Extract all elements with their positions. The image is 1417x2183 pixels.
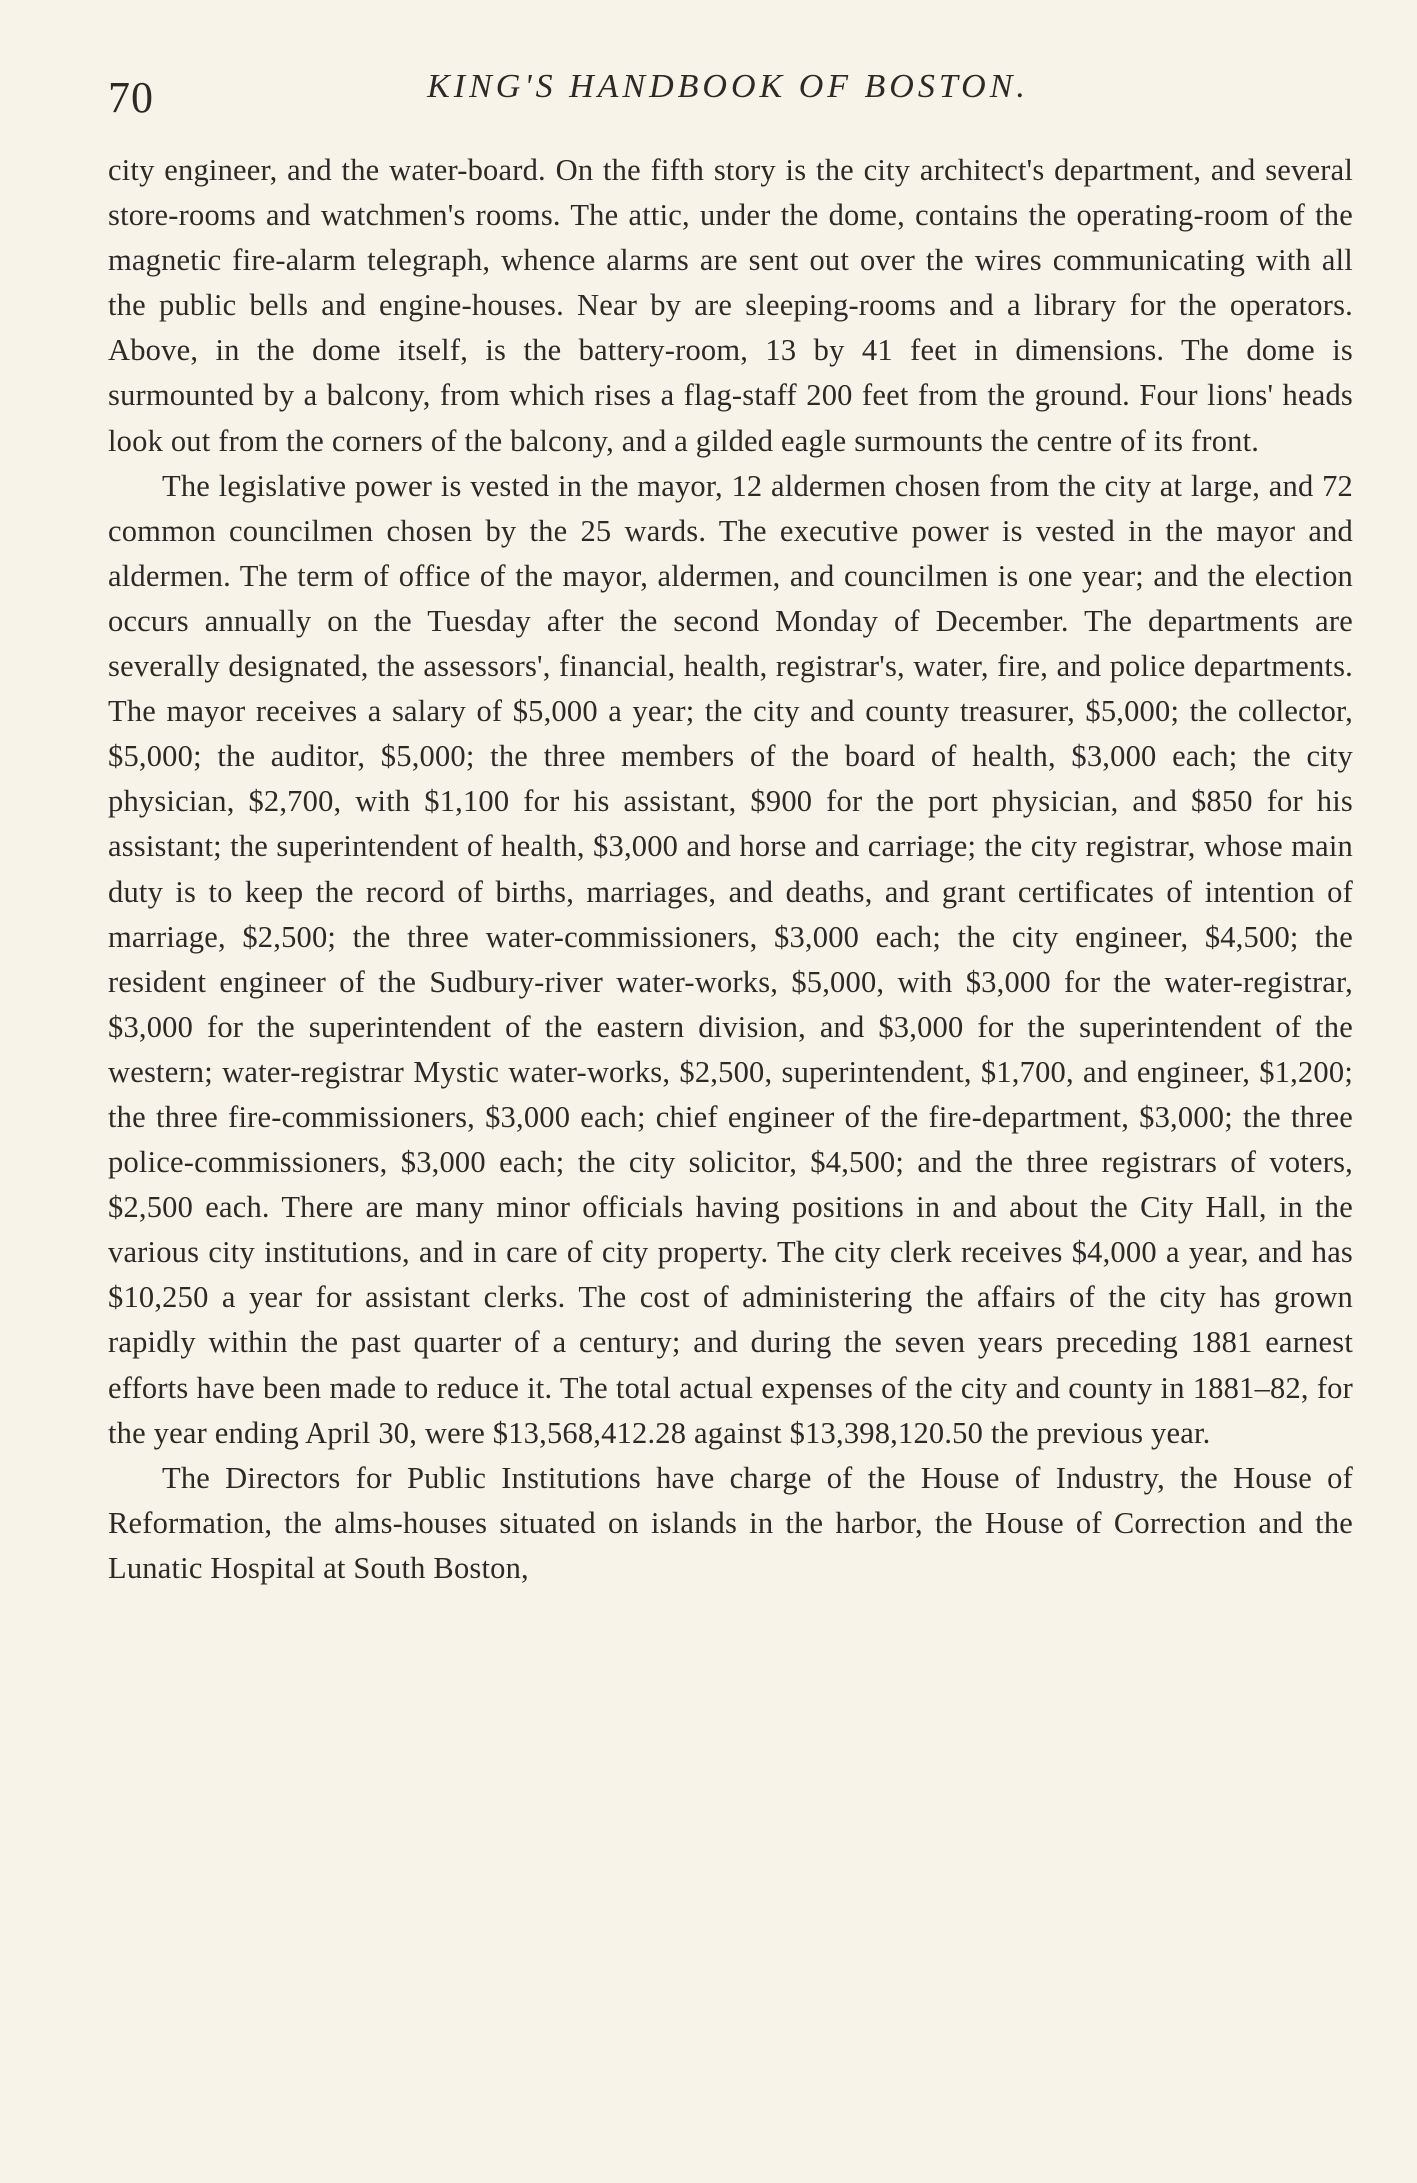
- paragraph-legislative-power: The legislative power is vested in the mayor, 12 aldermen chosen from the city at large, and 72 common councilmen chosen by the 25 wards. The executive power is vested in the mayor and aldermen. The term of office of the mayor, aldermen, and councilmen is one year; and the election occurs annually on the Tuesday after the second Monday of December. The departments are severally designated, the assessors', financial, health, registrar's, water, fire, and police departments. The mayor receives a salary of $5,000 a year; the city and county treasurer, $5,000; the collector, $5,000; the auditor, $5,000; the three members of the board of health, $3,000 each; the city physician, $2,700, with $1,100 for his assistant, $900 for the port physician, and $850 for his assistant; the superintendent of health, $3,000 and horse and carriage; the city registrar, whose main duty is to keep the record of births, marriages, and deaths, and grant certificates of intention of marriage, $2,500; the three water-commissioners, $3,000 each; the city engineer, $4,500; the resident engineer of the Sudbury-river water-works, $5,000, with $3,000 for the water-registrar, $3,000 for the superintendent of the eastern division, and $3,000 for the superintendent of the western; water-registrar Mystic water-works, $2,500, superintendent, $1,700, and engineer, $1,200; the three fire-commissioners, $3,000 each; chief engineer of the fire-department, $3,000; the three police-commissioners, $3,000 each; the city solicitor, $4,500; and the three registrars of voters, $2,500 each. There are many minor officials having positions in and about the City Hall, in the various city institutions, and in care of city property. The city clerk receives $4,000 a year, and has $10,250 a year for assistant clerks. The cost of administering the affairs of the city has grown rapidly within the past quarter of a century; and during the seven years preceding 1881 earnest efforts have been made to reduce it. The total actual expenses of the city and county in 1881–82, for the year ending April 30, were $13,568,412.28 against $13,398,120.50 the previous year.: [108, 468, 1353, 1450]
- body-text: [108, 148, 1353, 1591]
- running-head: [108, 62, 1348, 122]
- paragraph-public-institutions: The Directors for Public Institutions have charge of the House of Industry, the House of Reformation, the alms-houses situated on islands in the harbor, the House of Correction and the Lunatic Hospital at South Boston,: [108, 1460, 1353, 1585]
- page-number: 70: [108, 73, 154, 122]
- paragraph-continuation: city engineer, and the water-board. On the fifth story is the city architect's department, and several store-rooms and watchmen's rooms. The attic, under the dome, contains the operating-room of the magnetic fire-alarm telegraph, whence alarms are sent out over the wires communicating with all the public bells and engine-houses. Near by are sleeping-rooms and a library for the operators. Above, in the dome itself, is the battery-room, 13 by 41 feet in dimensions. The dome is surmounted by a balcony, from which rises a flag-staff 200 feet from the ground. Four lions' heads look out from the corners of the balcony, and a gilded eagle surmounts the centre of its front.: [108, 153, 1353, 458]
- running-title: KING'S HANDBOOK OF BOSTON.: [427, 68, 1029, 105]
